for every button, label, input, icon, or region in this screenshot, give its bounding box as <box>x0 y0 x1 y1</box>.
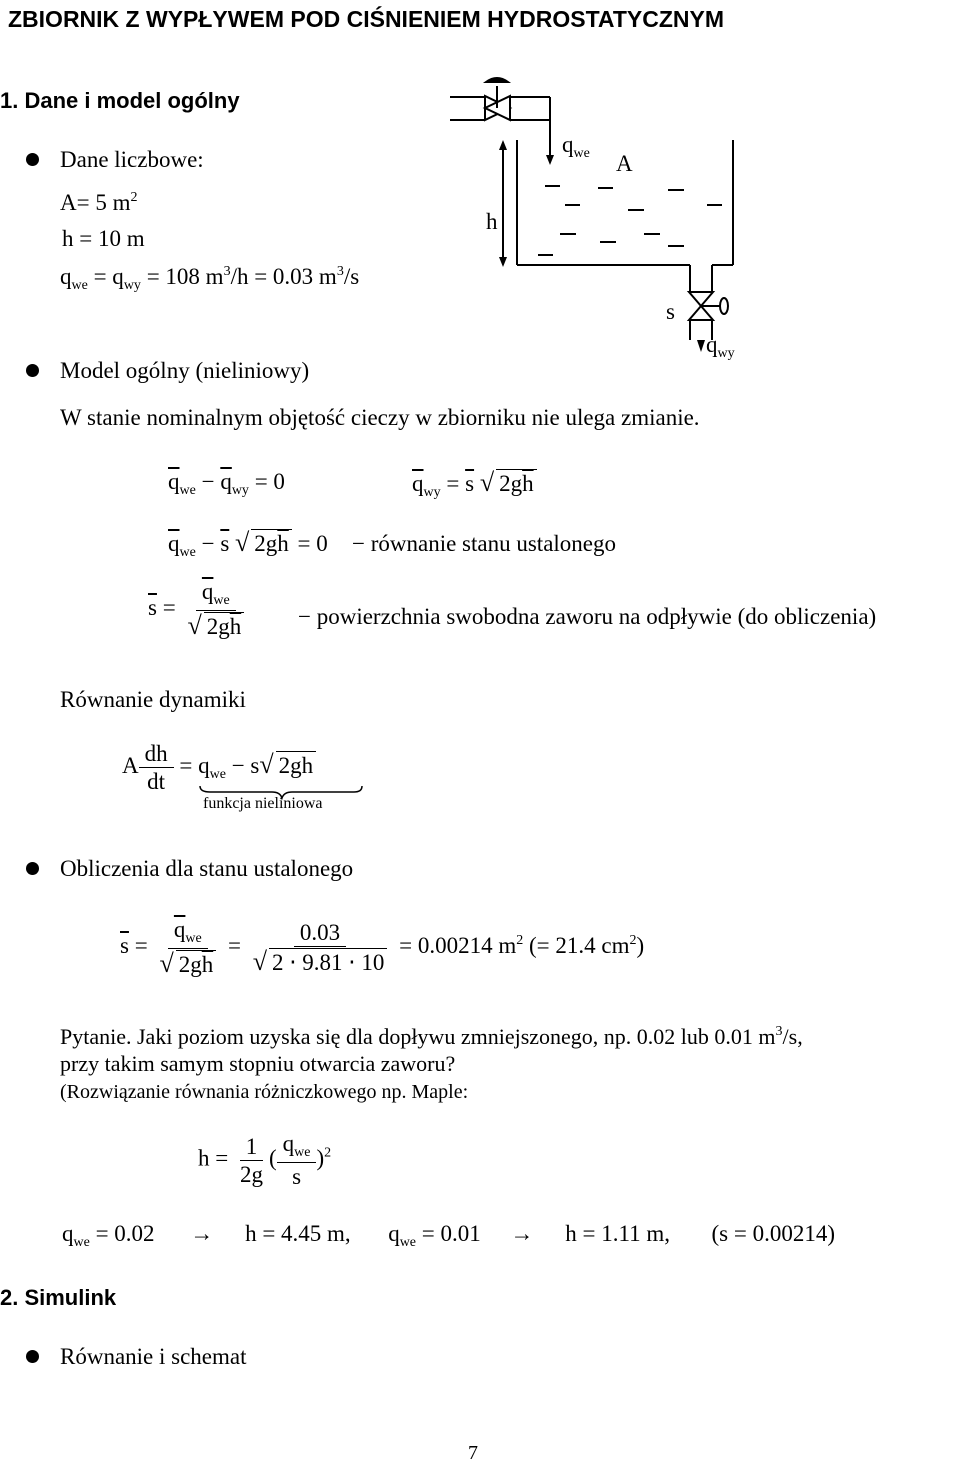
diagram-label-height: h <box>486 209 498 234</box>
calc-result: = 0.00214 m <box>399 932 517 958</box>
data-area-text: A= 5 m <box>60 190 131 215</box>
page-number: 7 <box>468 1442 478 1464</box>
result-s: (s = 0.00214) <box>711 1221 836 1246</box>
question-line-3: (Rozwiązanie równania różniczkowego np. Maple: <box>60 1081 469 1103</box>
equation-balance: $\overline{q}_{we} - \overline{q}_{wy} = 0$ <box>168 469 285 498</box>
equation-outflow: $\overline{q}_{wy} = \overline{s}$ √ $2g\overline{h}$ <box>412 470 537 500</box>
equation-dynamics: A $\frac{dh}{dt}$ = $q_{we} - s$ √ 2gh <box>122 742 316 793</box>
data-flow-val1: = 108 m <box>140 264 224 289</box>
diagram-qwy-text: q <box>706 332 718 357</box>
calc-result-cm: (= 21.4 cm <box>523 932 630 958</box>
bullet-schema-label: Równanie i schemat <box>60 1344 247 1369</box>
result-h-1: h = 4.45 m, <box>245 1221 351 1246</box>
diagram-qwe-sub: we <box>573 146 590 161</box>
equation-calc: $\overline{s}$ = $\overline{q}_{we}$ √ $2g\overline{h}$ = 0.03 √ 2 ⋅ 9.81 ⋅ 10 = 0.00214 $m^2$ (= 21.4 $cm^2$) <box>120 918 644 977</box>
data-flow-exp2: 3 <box>336 264 344 279</box>
calc-numerator: 0.03 <box>294 921 346 947</box>
data-flow-q2: = q <box>87 264 124 289</box>
calc-result-cm-exp: 2 <box>629 932 637 948</box>
underbrace-label: funkcja nieliniowa <box>203 795 323 812</box>
data-flow-val2: /h = 0.03 m <box>230 264 337 289</box>
question-exp: 3 <box>775 1024 783 1039</box>
diagram-qwy-sub: wy <box>717 346 735 361</box>
question-end: /s, <box>782 1024 803 1049</box>
result-qwe-1: = 0.02 <box>95 1221 155 1246</box>
data-flow-sub-we: we <box>71 278 88 293</box>
calc-result-close: ) <box>636 932 645 958</box>
equation-valve-area: $\overline{s}$ = $\overline{q}_{we}$ √ $2g\overline{h}$ <box>148 580 250 639</box>
result-h-2: h = 1.11 m, <box>565 1221 671 1246</box>
model-description: W stanie nominalnym objętość cieczy w zbiorniku nie ulega zmianie. <box>60 405 700 430</box>
section-heading-2: 2. Simulink <box>0 1285 117 1310</box>
diagram-label-area: A <box>616 151 633 176</box>
diagram-label-valve: s <box>666 299 675 324</box>
equation-steady-state: $\overline{q}_{we} - \overline{s}$ √ $2g\overline{h} = 0$ <box>168 530 328 560</box>
data-flow-q1: q <box>60 264 72 289</box>
equation-solution: h = $\frac{1}{2g}$ ( $\frac{q_{we}}{s}$ )$^2$ <box>198 1131 332 1189</box>
calc-result-exp: 2 <box>516 932 524 948</box>
question-text: Pytanie. Jaki poziom uzyska się dla dopływu zmniejszonego, np. 0.02 lub 0.01 m <box>60 1024 776 1049</box>
result-qwe-2: = 0.01 <box>421 1221 481 1246</box>
page-title: ZBIORNIK Z WYPŁYWEM POD CIŚNIENIEM HYDROSTATYCZNYM <box>8 6 724 32</box>
bullet-data-label: Dane liczbowe: <box>60 147 204 172</box>
data-height: h = 10 m <box>62 226 145 251</box>
data-area-exp: 2 <box>130 190 138 205</box>
bullet-model-label: Model ogólny (nieliniowy) <box>60 358 310 383</box>
calc-denominator: 2 ⋅ 9.81 ⋅ 10 <box>269 948 387 975</box>
data-flow-exp1: 3 <box>223 264 231 279</box>
valve-area-label: − powierzchnia swobodna zaworu na odpływie (do obliczenia) <box>298 604 877 629</box>
bullet-calc-label: Obliczenia dla stanu ustalonego <box>60 856 354 881</box>
diagram-qwe-text: q <box>562 132 574 157</box>
results-line: $q_{we} = 0.02 \to h = 4.45$ m, $q_{we} = 0.01 \to h = 1.11$ m, (s = 0.00214) <box>62 1221 836 1250</box>
dynamics-label: Równanie dynamiki <box>60 687 246 712</box>
steady-state-label: − równanie stanu ustalonego <box>352 531 616 556</box>
data-flow-sub-wy: wy <box>123 278 141 293</box>
data-flow-unit: /s <box>343 264 360 289</box>
section-heading-1: 1. Dane i model ogólny <box>0 88 240 113</box>
question-line-2: przy takim samym stopniu otwarcia zaworu? <box>60 1051 456 1076</box>
